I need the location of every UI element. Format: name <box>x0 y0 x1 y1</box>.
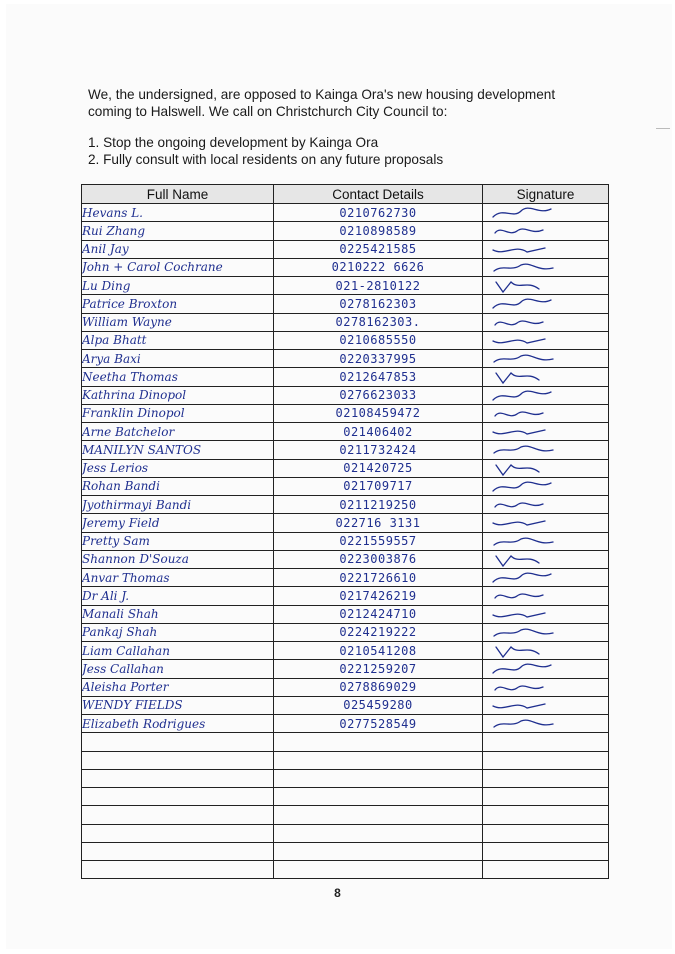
signatory-contact: 0212424710 <box>274 605 483 623</box>
signatory-name: Jyothirmayi Bandi <box>82 496 274 514</box>
signatory-name: Anvar Thomas <box>82 569 274 587</box>
signature-cell <box>483 842 609 860</box>
signatory-contact: 0278162303. <box>274 313 483 331</box>
signatory-name: Manali Shah <box>82 605 274 623</box>
table-row <box>82 605 609 623</box>
handwritten-signature <box>491 388 581 404</box>
table-row <box>82 861 609 879</box>
signatory-contact <box>274 824 483 842</box>
handwritten-signature <box>491 515 581 531</box>
signature-cell <box>483 423 609 441</box>
signatory-name: Patrice Broxton <box>82 295 274 313</box>
signature-cell <box>483 277 609 295</box>
table-row <box>82 277 609 295</box>
signatory-name: Kathrina Dinopol <box>82 386 274 404</box>
signatory-name: Rui Zhang <box>82 222 274 240</box>
signature-cell <box>483 404 609 422</box>
handwritten-signature <box>491 369 581 385</box>
signatory-contact: 0225421585 <box>274 240 483 258</box>
signature-cell <box>483 550 609 568</box>
signatory-contact: 0278869029 <box>274 678 483 696</box>
signature-cell <box>483 240 609 258</box>
table-row <box>82 532 609 550</box>
signature-cell <box>483 569 609 587</box>
signature-cell <box>483 660 609 678</box>
table-row <box>82 204 609 222</box>
signatory-name <box>82 769 274 787</box>
signatory-contact: 0221559557 <box>274 532 483 550</box>
handwritten-signature <box>491 461 581 477</box>
handwritten-signature <box>491 223 581 239</box>
intro-text: We, the undersigned, are opposed to Kainga Ora's new housing development coming to Halswell. We call on Christchurch City Council to: <box>88 87 556 119</box>
table-row <box>82 642 609 660</box>
signatory-contact: 0278162303 <box>274 295 483 313</box>
signatory-contact: 0211732424 <box>274 441 483 459</box>
signature-cell <box>483 623 609 641</box>
signature-cell <box>483 350 609 368</box>
header-full-name: Full Name <box>82 185 274 204</box>
table-row <box>82 715 609 733</box>
table-row <box>82 295 609 313</box>
signature-cell <box>483 769 609 787</box>
signatory-name: Anil Jay <box>82 240 274 258</box>
table-row <box>82 441 609 459</box>
signatory-contact: 021420725 <box>274 459 483 477</box>
signature-cell <box>483 806 609 824</box>
handwritten-signature <box>491 607 581 623</box>
handwritten-signature <box>491 552 581 568</box>
signatory-name: MANILYN SANTOS <box>82 441 274 459</box>
table-row <box>82 514 609 532</box>
signature-cell <box>483 678 609 696</box>
table-row <box>82 313 609 331</box>
signature-cell <box>483 514 609 532</box>
signatory-contact <box>274 769 483 787</box>
signatory-name: Liam Callahan <box>82 642 274 660</box>
signature-cell <box>483 733 609 751</box>
signatory-contact: 021-2810122 <box>274 277 483 295</box>
signatory-contact <box>274 733 483 751</box>
signatory-contact: 0277528549 <box>274 715 483 733</box>
signature-cell <box>483 696 609 714</box>
signatory-contact: 0210222 6626 <box>274 258 483 276</box>
signature-cell <box>483 496 609 514</box>
table-row <box>82 678 609 696</box>
table-row <box>82 423 609 441</box>
handwritten-signature <box>491 205 581 221</box>
handwritten-signature <box>491 333 581 349</box>
handwritten-signature <box>491 242 581 258</box>
handwritten-signature <box>491 296 581 312</box>
signatory-contact <box>274 842 483 860</box>
signatory-name: Dr Ali J. <box>82 587 274 605</box>
handwritten-signature <box>491 479 581 495</box>
table-row <box>82 696 609 714</box>
table-row <box>82 660 609 678</box>
petition-intro <box>88 86 588 120</box>
signature-cell <box>483 587 609 605</box>
signatory-name <box>82 861 274 879</box>
signature-cell <box>483 532 609 550</box>
signature-cell <box>483 441 609 459</box>
table-row <box>82 404 609 422</box>
signatory-contact <box>274 806 483 824</box>
signature-cell <box>483 861 609 879</box>
table-row <box>82 496 609 514</box>
signature-cell <box>483 751 609 769</box>
signature-table <box>81 184 609 879</box>
header-contact-details: Contact Details <box>274 185 483 204</box>
handwritten-signature <box>491 260 581 276</box>
signatory-name: Pretty Sam <box>82 532 274 550</box>
table-row <box>82 806 609 824</box>
table-row <box>82 350 609 368</box>
demand-item: 2. Fully consult with local residents on any future proposals <box>88 152 444 167</box>
signatory-name <box>82 824 274 842</box>
signatory-name: Pankaj Shah <box>82 623 274 641</box>
table-row <box>82 331 609 349</box>
signatory-contact: 021406402 <box>274 423 483 441</box>
signatory-contact: 021709717 <box>274 477 483 495</box>
handwritten-signature <box>491 716 581 732</box>
table-row <box>82 550 609 568</box>
signatory-name: Jess Lerios <box>82 459 274 477</box>
handwritten-signature <box>491 278 581 294</box>
signatory-contact: 0210898589 <box>274 222 483 240</box>
table-row <box>82 751 609 769</box>
table-row <box>82 222 609 240</box>
signatory-contact: 022716 3131 <box>274 514 483 532</box>
signatory-name: WENDY FIELDS <box>82 696 274 714</box>
handwritten-signature <box>491 534 581 550</box>
signature-cell <box>483 295 609 313</box>
page-mark <box>656 128 670 129</box>
signatory-contact: 0210762730 <box>274 204 483 222</box>
signatory-name <box>82 842 274 860</box>
signatory-name: John + Carol Cochrane <box>82 258 274 276</box>
signatory-name: Arne Batchelor <box>82 423 274 441</box>
table-row <box>82 824 609 842</box>
handwritten-signature <box>491 315 581 331</box>
signature-cell <box>483 788 609 806</box>
signatory-contact: 0276623033 <box>274 386 483 404</box>
signatory-name <box>82 806 274 824</box>
signatory-contact <box>274 861 483 879</box>
signature-cell <box>483 313 609 331</box>
handwritten-signature <box>491 680 581 696</box>
signatory-contact: 0220337995 <box>274 350 483 368</box>
handwritten-signature <box>491 406 581 422</box>
signatory-name: Arya Baxi <box>82 350 274 368</box>
handwritten-signature <box>491 351 581 367</box>
table-row <box>82 477 609 495</box>
handwritten-signature <box>491 625 581 641</box>
table-row <box>82 459 609 477</box>
table-row <box>82 587 609 605</box>
signatory-contact <box>274 788 483 806</box>
signatory-name: Shannon D'Souza <box>82 550 274 568</box>
signature-cell <box>483 386 609 404</box>
signature-cell <box>483 258 609 276</box>
table-row <box>82 733 609 751</box>
signatory-contact: 0210685550 <box>274 331 483 349</box>
handwritten-signature <box>491 424 581 440</box>
handwritten-signature <box>491 588 581 604</box>
table-header-row <box>82 185 609 204</box>
signatory-name <box>82 751 274 769</box>
signature-cell <box>483 605 609 623</box>
handwritten-signature <box>491 570 581 586</box>
signatory-name <box>82 733 274 751</box>
signature-cell <box>483 459 609 477</box>
table-row <box>82 258 609 276</box>
signatory-name: Lu Ding <box>82 277 274 295</box>
signatory-contact: 025459280 <box>274 696 483 714</box>
handwritten-signature <box>491 698 581 714</box>
signature-cell <box>483 715 609 733</box>
table-row <box>82 769 609 787</box>
signatory-contact: 0224219222 <box>274 623 483 641</box>
table-row <box>82 569 609 587</box>
signatory-contact: 0221259207 <box>274 660 483 678</box>
signatory-contact <box>274 751 483 769</box>
signature-cell <box>483 477 609 495</box>
signature-cell <box>483 642 609 660</box>
demand-item: 1. Stop the ongoing development by Kainga Ora <box>88 135 379 150</box>
signatory-name <box>82 788 274 806</box>
table-row <box>82 623 609 641</box>
signatory-name: William Wayne <box>82 313 274 331</box>
signatory-name: Rohan Bandi <box>82 477 274 495</box>
header-signature: Signature <box>483 185 609 204</box>
table-row <box>82 788 609 806</box>
handwritten-signature <box>491 643 581 659</box>
handwritten-signature <box>491 442 581 458</box>
signatory-contact: 0210541208 <box>274 642 483 660</box>
signatory-name: Alpa Bhatt <box>82 331 274 349</box>
signatory-name: Elizabeth Rodrigues <box>82 715 274 733</box>
table-row <box>82 386 609 404</box>
signatory-contact: 0212647853 <box>274 368 483 386</box>
signatory-contact: 02108459472 <box>274 404 483 422</box>
signatory-name: Jeremy Field <box>82 514 274 532</box>
page-number: 8 <box>334 886 341 900</box>
handwritten-signature <box>491 661 581 677</box>
table-row <box>82 368 609 386</box>
handwritten-signature <box>491 497 581 513</box>
signatory-name: Hevans L. <box>82 204 274 222</box>
signatory-name: Aleisha Porter <box>82 678 274 696</box>
signatory-name: Neetha Thomas <box>82 368 274 386</box>
petition-demands <box>88 134 443 168</box>
signatory-contact: 0211219250 <box>274 496 483 514</box>
signature-cell <box>483 204 609 222</box>
table-row <box>82 842 609 860</box>
signatory-name: Jess Callahan <box>82 660 274 678</box>
table-row <box>82 240 609 258</box>
signature-cell <box>483 222 609 240</box>
signature-cell <box>483 331 609 349</box>
signatory-contact: 0217426219 <box>274 587 483 605</box>
signatory-contact: 0221726610 <box>274 569 483 587</box>
signatory-contact: 0223003876 <box>274 550 483 568</box>
signature-cell <box>483 824 609 842</box>
signature-cell <box>483 368 609 386</box>
signatory-name: Franklin Dinopol <box>82 404 274 422</box>
